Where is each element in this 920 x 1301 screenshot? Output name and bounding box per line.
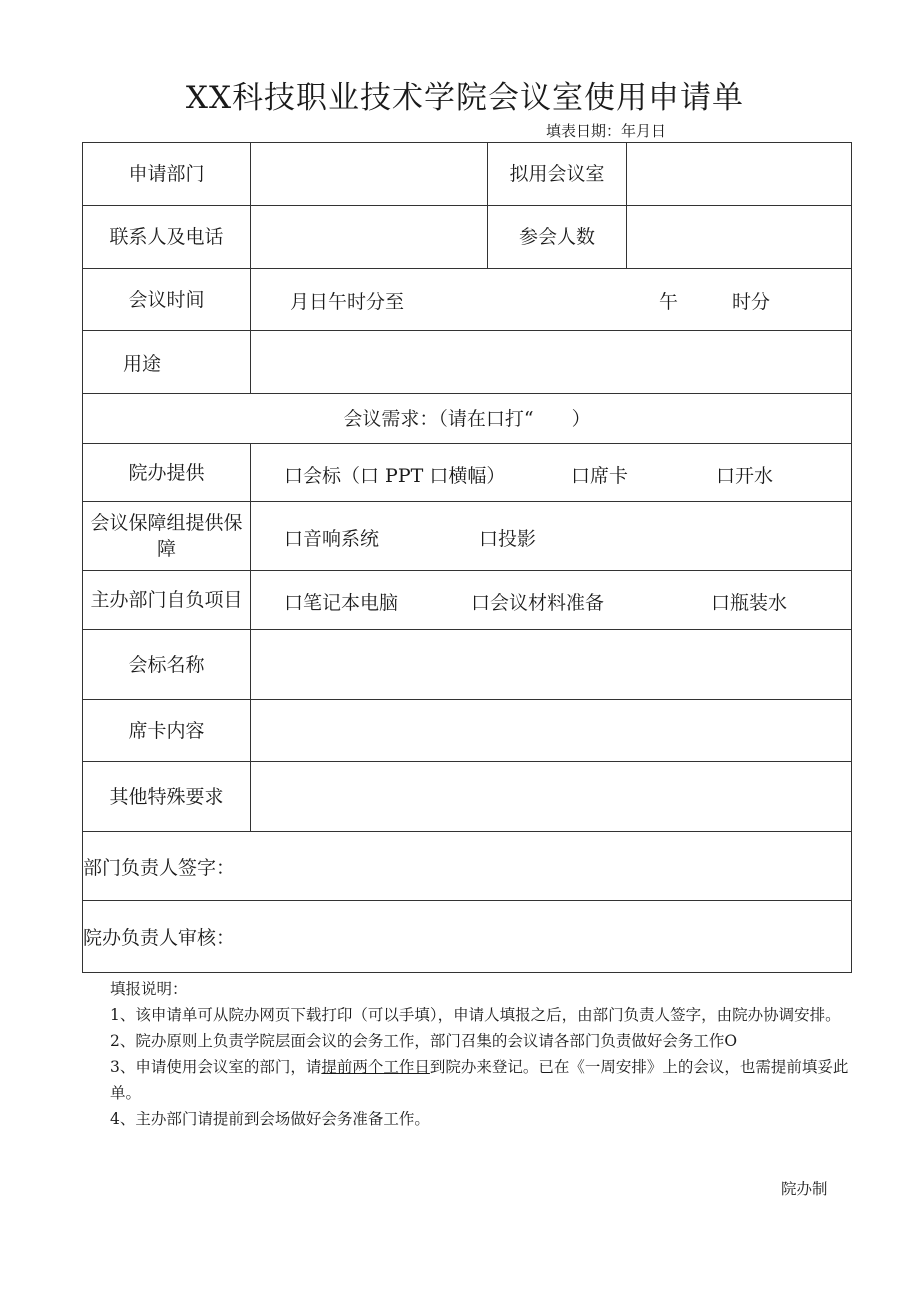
- attendees-input-cell[interactable]: [627, 206, 852, 269]
- support-label: 会议保障组提供保障: [83, 502, 251, 571]
- room-label: 拟用会议室: [488, 143, 627, 206]
- office-option-seat-card[interactable]: 口席卡: [571, 465, 629, 487]
- note-item-1: 1、该申请单可从院办网页下载打印（可以手填），申请人填报之后，由部门负责人签字，由院办协调安排。: [110, 1006, 841, 1024]
- needs-heading: 会议需求：（请在口打“ ）: [83, 394, 852, 444]
- banner-name-input-cell[interactable]: [251, 630, 852, 700]
- fill-date: 填表日期：年月日: [546, 122, 667, 140]
- support-option-audio[interactable]: 口音响系统: [284, 528, 380, 550]
- host-dept-options: [251, 571, 852, 630]
- contact-input-cell[interactable]: [251, 206, 488, 269]
- host-option-laptop[interactable]: 口笔记本电脑: [284, 592, 399, 614]
- banner-name-label: 会标名称: [83, 630, 251, 700]
- support-option-projector[interactable]: 口投影: [479, 528, 537, 550]
- other-requirements-label: 其他特殊要求: [83, 762, 251, 832]
- form-title: XX科技职业技术学院会议室使用申请单: [185, 80, 745, 116]
- note-item-2: 2、院办原则上负责学院层面会议的会务工作，部门召集的会议请各部门负责做好会务工作O: [110, 1032, 738, 1050]
- notes-heading: 填报说明：: [110, 980, 188, 998]
- office-provide-options: [251, 444, 852, 502]
- office-head-review[interactable]: 院办负责人审核：: [83, 901, 852, 973]
- host-dept-label: 主办部门自负项目: [83, 571, 251, 630]
- seat-card-input-cell[interactable]: [251, 700, 852, 762]
- dept-head-signature[interactable]: 部门负责人签字：: [83, 832, 852, 901]
- room-input-cell[interactable]: [627, 143, 852, 206]
- note-item-3-emphasis: 提前两个工作日: [321, 1058, 430, 1076]
- host-option-bottled-water[interactable]: 口瓶装水: [711, 592, 788, 614]
- office-option-banner-ppt[interactable]: 口会标（口 PPT 口横幅）: [284, 465, 506, 487]
- attendees-label: 参会人数: [488, 206, 627, 269]
- time-end-hm-text: 时分: [732, 291, 771, 313]
- time-start-text: 月日午时分至: [290, 291, 405, 313]
- filling-instructions: [110, 976, 850, 1132]
- time-end-am-text: 午: [659, 291, 679, 313]
- seat-card-label: 席卡内容: [83, 700, 251, 762]
- purpose-label: 用途: [83, 331, 251, 394]
- purpose-input-cell[interactable]: [251, 331, 852, 394]
- dept-input-cell[interactable]: [251, 143, 488, 206]
- dept-label: 申请部门: [83, 143, 251, 206]
- other-requirements-input-cell[interactable]: [251, 762, 852, 832]
- support-options: [251, 502, 852, 571]
- note-item-3-text: 3、申请使用会议室的部门，请: [110, 1058, 322, 1076]
- note-item-4: 4、主办部门请提前到会场做好会务准备工作。: [110, 1110, 430, 1128]
- note-item-3: [110, 1054, 850, 1106]
- host-option-materials[interactable]: 口会议材料准备: [471, 592, 605, 614]
- office-option-hot-water[interactable]: 口开水: [716, 465, 774, 487]
- time-input-cell[interactable]: [251, 269, 852, 331]
- contact-label: 联系人及电话: [83, 206, 251, 269]
- issued-by: 院办制: [781, 1180, 828, 1198]
- time-label: 会议时间: [83, 269, 251, 331]
- office-provide-label: 院办提供: [83, 444, 251, 502]
- application-form-table: [82, 142, 852, 973]
- note-item-3-rest: 到院办来登记。已在《一周安排》上的会议，也需提前填妥此单。: [110, 1058, 849, 1102]
